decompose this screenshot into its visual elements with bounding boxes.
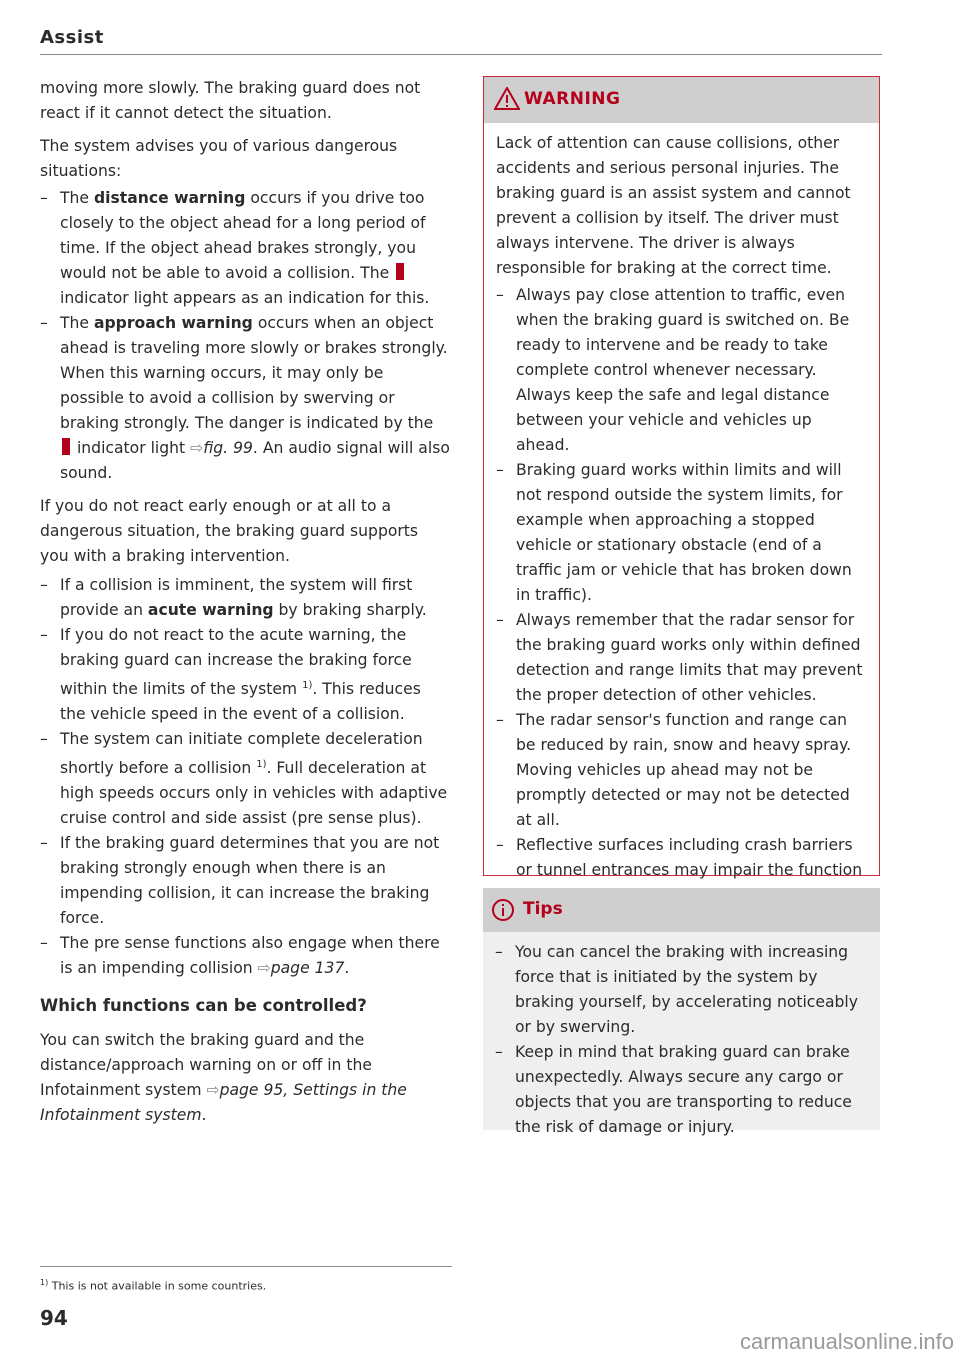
- list-dash: –: [496, 461, 504, 479]
- list-dash: –: [496, 711, 504, 729]
- list-item: [496, 458, 867, 608]
- item-text: by braking sharply.: [273, 601, 427, 619]
- warning-intro: Lack of attention can cause collisions, other accidents and serious personal injuries. The braking guard is an assist system and cannot prevent a collision by itself. The driver must always intervene. The driver is always responsible for braking at the correct time.: [496, 134, 851, 277]
- list-item-braking-increase: [40, 831, 450, 931]
- warning-body: [484, 123, 879, 908]
- footnote-marker: 1): [256, 759, 267, 771]
- item-text: You can cancel the braking with increasing force that is initiated by the system by braking yourself, by accelerating noticeably or by swerving.: [515, 943, 858, 1036]
- footnote-marker: 1): [302, 680, 313, 691]
- arrow-right-icon: ⇨: [206, 1081, 220, 1100]
- list-dash: –: [496, 611, 504, 629]
- item-text: Always remember that the radar sensor for the braking guard works only within defined detection and range limits that may prevent the proper detection of other vehicles.: [516, 611, 863, 704]
- list-item: [495, 1040, 868, 1140]
- paragraph-settings: [40, 1028, 450, 1128]
- watermark: carmanualsonline.info: [739, 1329, 954, 1354]
- list-item-distance-warning: [40, 186, 450, 311]
- list-dash: –: [496, 286, 504, 304]
- list-item-approach-warning: [40, 311, 450, 486]
- warning-box: [483, 76, 880, 879]
- paragraph-intervention: If you do not react early enough or at all to a dangerous situation, the braking guard supports you with a braking intervention.: [40, 497, 419, 565]
- item-text: If a collision is imminent, the system will first provide an: [60, 576, 413, 619]
- item-text: . This reduces the vehicle speed in the event of a collision.: [60, 680, 421, 724]
- item-text: . Full deceleration at high speeds occurs only in vehicles with adaptive cruise control and side assist (pre sense plus).: [60, 759, 448, 828]
- list-dash: –: [495, 1043, 503, 1061]
- arrow-right-icon: ⇨: [257, 959, 271, 978]
- item-text: Keep in mind that braking guard can brake unexpectedly. Always secure any cargo or objects that you are transporting to reduce the risk of damage or injury.: [515, 1043, 852, 1136]
- item-text: You can switch the braking guard and the distance/approach warning on or off in the Infotainment system: [40, 1031, 372, 1100]
- list-item-pre-sense: [40, 931, 450, 981]
- item-text: . An audio signal will also sound.: [60, 439, 450, 482]
- list-item-deceleration: [40, 727, 450, 831]
- item-text: The radar sensor's function and range can be reduced by rain, snow and heavy spray. Moving vehicles up ahead may not be promptly detected or may not be detected at all.: [516, 711, 852, 829]
- list-dash: –: [40, 626, 48, 644]
- tips-body: [483, 932, 880, 1140]
- page-number: 94: [40, 1306, 68, 1330]
- paragraph-intro: moving more slowly. The braking guard does not react if it cannot detect the situation.: [40, 79, 421, 122]
- warning-triangle-icon: [494, 87, 520, 114]
- list-dash: –: [40, 730, 48, 749]
- red-indicator-light-icon: [62, 438, 70, 455]
- info-icon: [491, 898, 515, 926]
- tips-box: [483, 888, 880, 1136]
- tips-header: [483, 888, 880, 932]
- item-text: The pre sense functions also engage when there is an impending collision: [60, 934, 440, 978]
- list-item-acute-warning: [40, 573, 450, 623]
- left-column: [40, 76, 450, 1128]
- term-approach-warning: approach warning: [93, 314, 253, 332]
- section-title: Assist: [40, 27, 104, 48]
- list-item: [496, 608, 867, 708]
- list-dash: –: [40, 834, 48, 853]
- item-text: The: [60, 189, 94, 207]
- settings-page-reference-link[interactable]: page 95, Settings in the Infotainment system: [40, 1081, 407, 1125]
- red-indicator-light-icon: [396, 263, 404, 280]
- item-text: occurs if you drive too closely to the object ahead for a long period of time. If the object ahead brakes strongly, you would not be able to avoid a collision. The: [60, 189, 426, 282]
- item-text: indicator light: [76, 439, 186, 457]
- list-item-braking-force: [40, 623, 450, 727]
- list-item: [495, 940, 868, 1040]
- subheading: Which functions can be controlled?: [40, 996, 367, 1016]
- list-item: [496, 283, 867, 458]
- warning-header: [484, 77, 879, 123]
- warning-title: WARNING: [524, 89, 621, 109]
- item-text: Reflective surfaces including crash barriers or tunnel entrances may impair the function: [516, 836, 863, 879]
- item-text: If you do not react to the acute warning, the braking guard can increase the braking force within the limits of the system: [60, 626, 412, 699]
- item-text: Always pay close attention to traffic, even when the braking guard is switched on. Be ready to intervene and be ready to take complete control whenever necessary. Always keep the safe and legal distance between your vehicle and vehicles up ahead.: [516, 286, 850, 454]
- item-text: The system can initiate complete deceleration shortly before a collision: [60, 730, 423, 778]
- term-distance-warning: distance warning: [93, 189, 246, 207]
- figure-reference-link[interactable]: fig. 99: [203, 439, 253, 457]
- footnote-text: This is not available in some countries.: [51, 1279, 267, 1293]
- page-header: [40, 24, 882, 55]
- tips-title: Tips: [523, 899, 563, 919]
- footnote-divider: [40, 1266, 452, 1267]
- item-text: .: [344, 959, 350, 978]
- arrow-right-icon: ⇨: [190, 439, 204, 457]
- list-dash: –: [495, 943, 503, 961]
- list-dash: –: [40, 314, 48, 332]
- page-reference-link[interactable]: page 137: [270, 959, 345, 978]
- item-text: indicator light appears as an indication for this.: [60, 289, 430, 307]
- term-acute-warning: acute warning: [147, 601, 274, 619]
- list-dash: –: [40, 189, 48, 207]
- paragraph-situations: The system advises you of various dangerous situations:: [40, 137, 398, 180]
- list-dash: –: [40, 934, 48, 953]
- item-text: If the braking guard determines that you are not braking strongly enough when there is an impending collision, it can increase the braking force.: [60, 834, 440, 928]
- list-dash: –: [496, 836, 504, 854]
- footnote: [40, 1278, 266, 1293]
- item-text: .: [201, 1106, 207, 1125]
- item-text: The: [60, 314, 94, 332]
- item-text: Braking guard works within limits and will not respond outside the system limits, for example when approaching a stopped vehicle or stationary obstacle (end of a traffic jam or vehicle that has broken down in traffic).: [516, 461, 852, 604]
- footnote-mark: 1): [40, 1278, 49, 1287]
- list-dash: –: [40, 576, 48, 594]
- list-item: [496, 708, 867, 833]
- item-text: occurs when an object ahead is traveling more slowly or brakes strongly. When this warning occurs, it may only be possible to avoid a collision by swerving or braking strongly. The danger is indicated by the: [60, 314, 448, 432]
